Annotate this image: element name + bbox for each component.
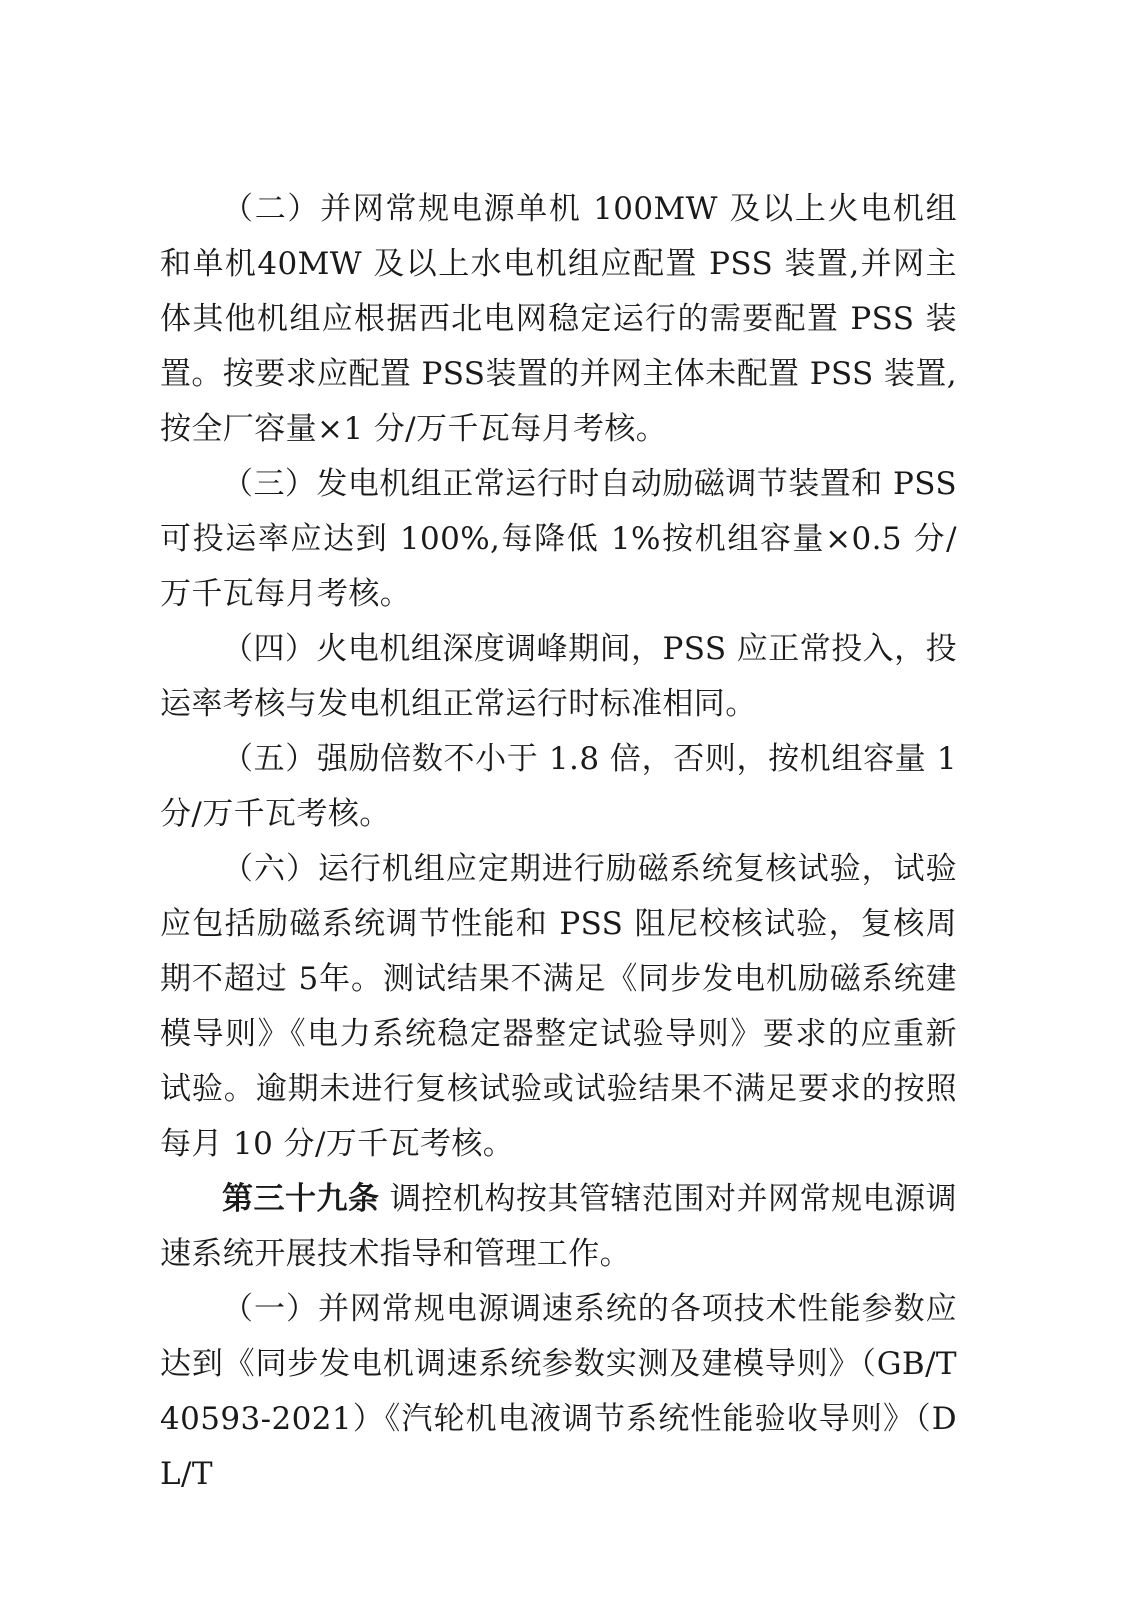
document-body [160, 182, 957, 1502]
article-39-heading: 第三十九条 [222, 1181, 380, 1217]
paragraph-item-4: （四）火电机组深度调峰期间，PSS 应正常投入，投运率考核与发电机组正常运行时标准相同。 [160, 631, 957, 722]
paragraph-item-6: （六）运行机组应定期进行励磁系统复核试验，试验应包括励磁系统调节性能和 PSS 阻尼校核试验，复核周期不超过 5年。测试结果不满足《同步发电机励磁系统建模导则》《电力系统稳定器整定试验导则》要求的应重新试验。逾期未进行复核试验或试验结果不满足要求的按照每月 10 分/万千瓦考核。 [160, 851, 957, 1162]
paragraph-item-3: （三）发电机组正常运行时自动励磁调节装置和 PSS 可投运率应达到 100%,每降低 1%按机组容量×0.5 分/万千瓦每月考核。 [160, 466, 957, 612]
paragraph-item-5: （五）强励倍数不小于 1.8 倍，否则，按机组容量 1 分/万千瓦考核。 [160, 741, 957, 832]
article-39-paragraph [160, 1172, 957, 1282]
paragraph-item-2: （二）并网常规电源单机 100MW 及以上火电机组和单机40MW 及以上水电机组应配置 PSS 装置,并网主体其他机组应根据西北电网稳定运行的需要配置 PSS 装置。按要求应配置 PSS装置的并网主体未配置 PSS 装置,按全厂容量×1 分/万千瓦每月考核。 [160, 191, 957, 447]
article-39-text: 调控机构按其管辖范围对并网常规电源调速系统开展技术指导和管理工作。 [160, 1181, 958, 1272]
paragraph-article-39-item-1: （一）并网常规电源调速系统的各项技术性能参数应达到《同步发电机调速系统参数实测及建模导则》（GB/T 40593-2021）《汽轮机电液调节系统性能验收导则》（DL/T [160, 1291, 957, 1492]
